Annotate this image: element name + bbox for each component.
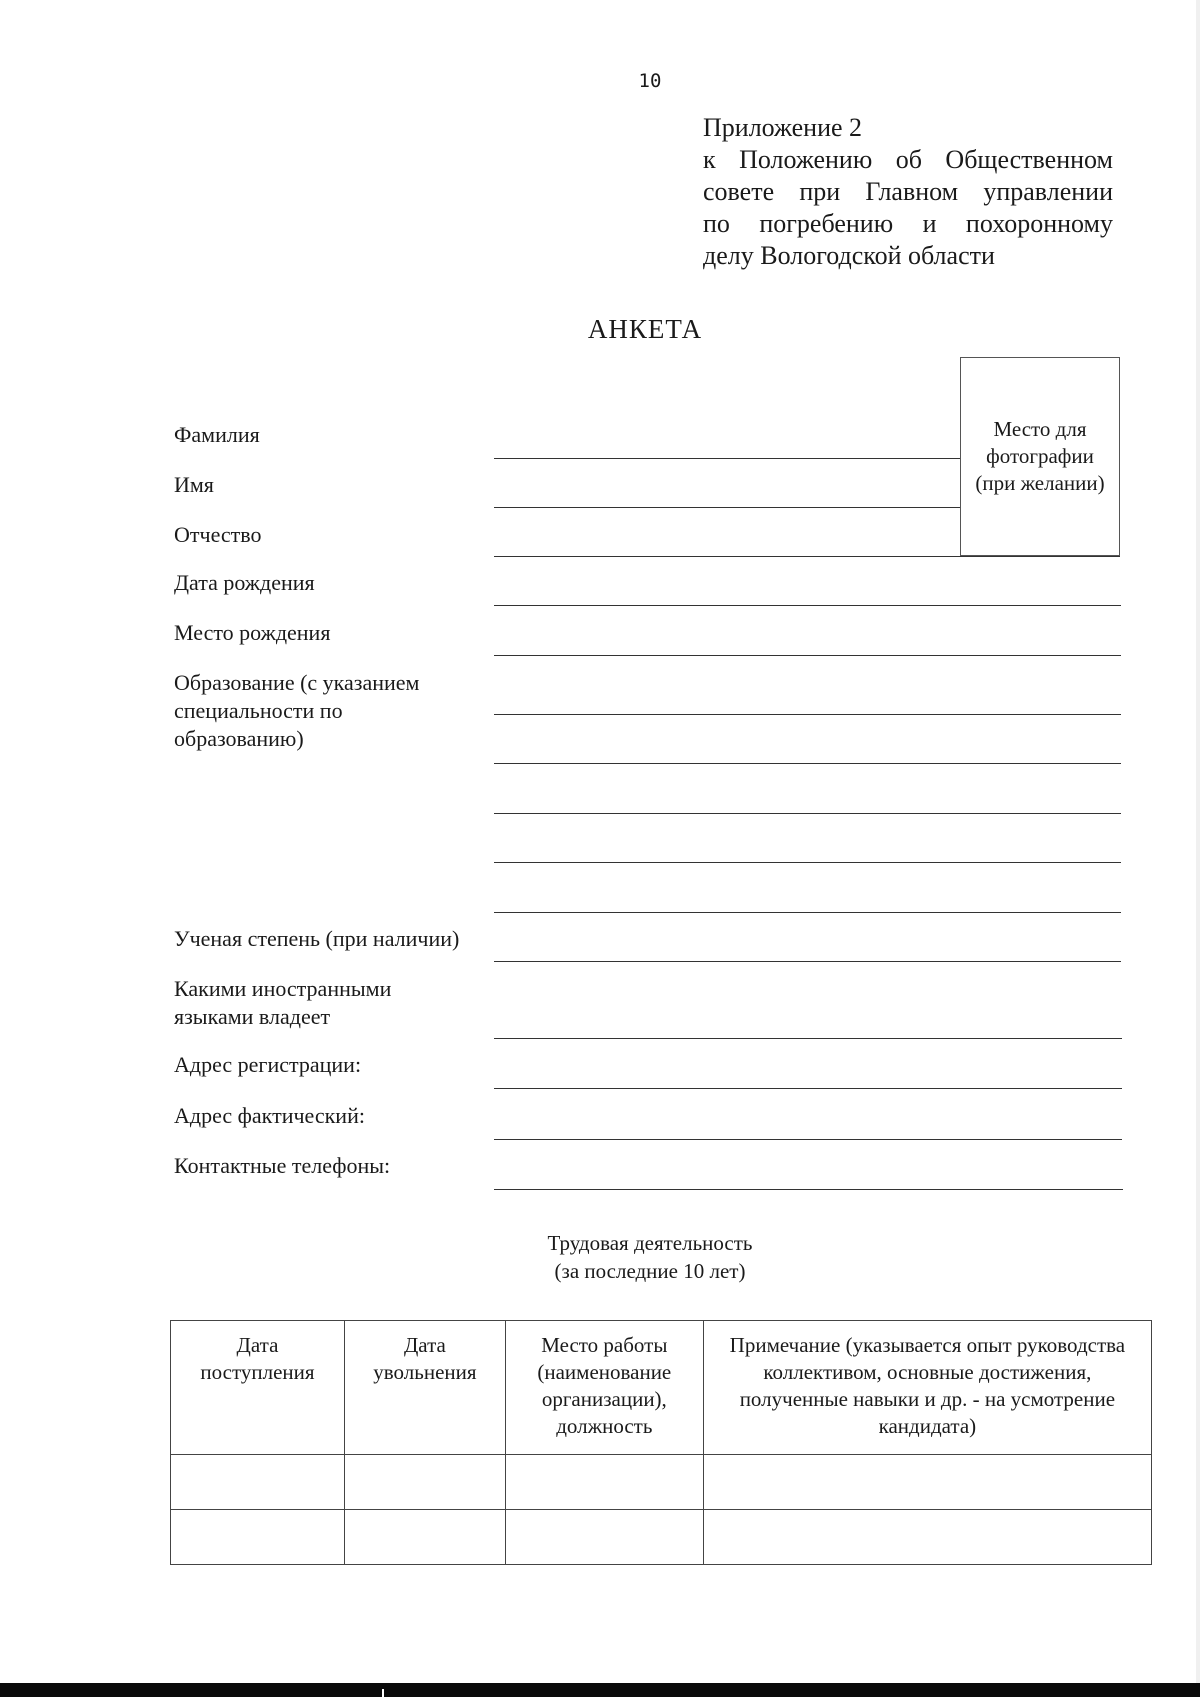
- column-header-workplace: Место работы (наименование организации), должность: [505, 1321, 703, 1455]
- table-cell[interactable]: [505, 1510, 703, 1565]
- education-field[interactable]: [494, 714, 1121, 715]
- registration-address-label: Адрес регистрации:: [174, 1052, 362, 1077]
- scan-mark: [382, 1689, 384, 1697]
- scan-edge: [1196, 0, 1200, 1697]
- appendix-line: делу Вологодской области: [703, 241, 995, 270]
- education-field[interactable]: [494, 813, 1121, 814]
- languages-field[interactable]: [494, 1038, 1122, 1039]
- table-cell[interactable]: [505, 1455, 703, 1510]
- actual-address-label: Адрес фактический:: [174, 1103, 365, 1128]
- birth-place-label: Место рождения: [174, 620, 331, 645]
- table-cell[interactable]: [344, 1455, 505, 1510]
- column-header-end-date: Дата увольнения: [344, 1321, 505, 1455]
- birth-place-field[interactable]: [494, 655, 1121, 656]
- page-number: 10: [638, 70, 662, 92]
- education-field[interactable]: [494, 912, 1121, 913]
- photo-placeholder-label: Место для фотографии (при желании): [975, 417, 1105, 495]
- languages-label: Какими иностранными языками владеет: [174, 976, 392, 1029]
- work-section-title: Трудовая деятельность: [547, 1231, 753, 1255]
- work-section-heading: [0, 1229, 1200, 1285]
- table-row: [171, 1510, 1152, 1565]
- birth-date-label: Дата рождения: [174, 570, 315, 595]
- registration-address-field[interactable]: [494, 1088, 1122, 1089]
- table-row: [171, 1455, 1152, 1510]
- patronymic-label: Отчество: [174, 522, 262, 547]
- column-header-notes: Примечание (указывается опыт руководства коллективом, основные достижения, полученные навыки и др. - на усмотрение кандидата): [703, 1321, 1151, 1455]
- work-section-subtitle: (за последние 10 лет): [554, 1259, 746, 1283]
- surname-field[interactable]: [494, 458, 960, 459]
- actual-address-field[interactable]: [494, 1139, 1122, 1140]
- scan-border: [0, 1683, 1200, 1697]
- photo-placeholder[interactable]: [960, 357, 1120, 556]
- birth-date-field[interactable]: [494, 605, 1121, 606]
- appendix-line: к Положению об Общественном: [703, 145, 1113, 174]
- education-label: Образование (с указанием специальности по образованию): [174, 670, 420, 751]
- degree-field[interactable]: [494, 961, 1121, 962]
- name-label: Имя: [174, 472, 214, 497]
- table-cell[interactable]: [171, 1455, 345, 1510]
- table-cell[interactable]: [703, 1510, 1151, 1565]
- appendix-line: по погребению и похоронному: [703, 209, 1113, 238]
- appendix-line: совете при Главном управлении: [703, 177, 1113, 206]
- appendix-line: Приложение 2: [703, 113, 863, 142]
- column-header-start-date: Дата поступления: [171, 1321, 345, 1455]
- table-header-row: [171, 1321, 1152, 1455]
- phones-field[interactable]: [494, 1189, 1123, 1190]
- degree-label: Ученая степень (при наличии): [174, 926, 460, 951]
- work-history-table: [170, 1320, 1152, 1565]
- phones-label: Контактные телефоны:: [174, 1153, 391, 1178]
- table-cell[interactable]: [703, 1455, 1151, 1510]
- appendix-header: [703, 112, 1113, 272]
- form-title: АНКЕТА: [587, 314, 703, 344]
- patronymic-field[interactable]: [494, 556, 1120, 557]
- education-field[interactable]: [494, 763, 1121, 764]
- surname-label: Фамилия: [174, 422, 260, 447]
- education-field[interactable]: [494, 862, 1121, 863]
- name-field[interactable]: [494, 507, 960, 508]
- table-cell[interactable]: [344, 1510, 505, 1565]
- table-cell[interactable]: [171, 1510, 345, 1565]
